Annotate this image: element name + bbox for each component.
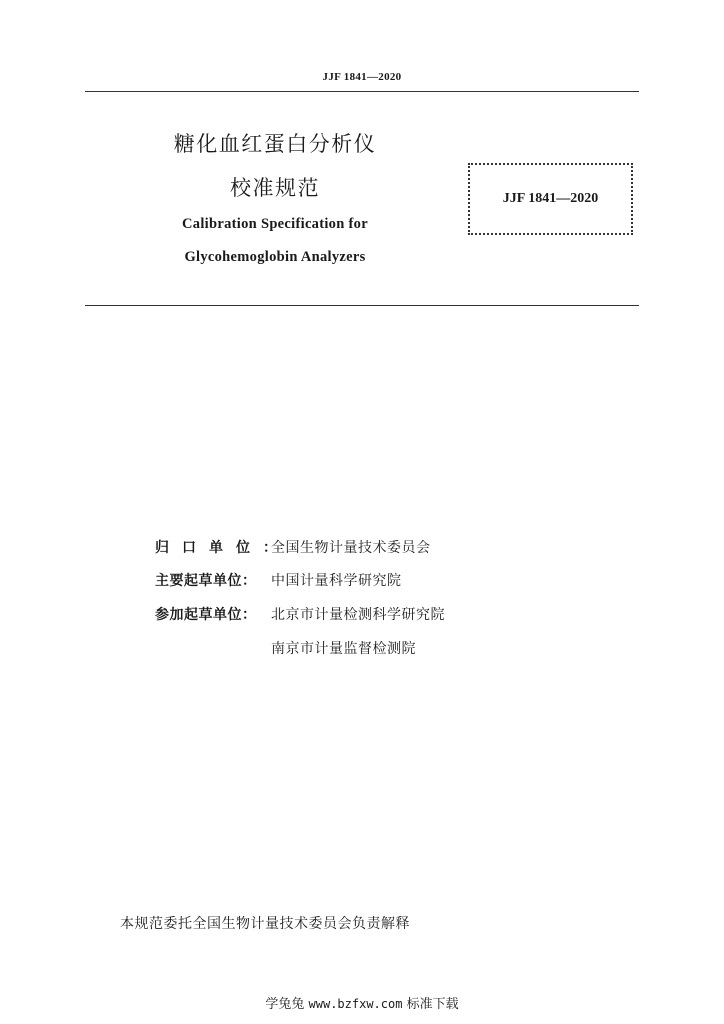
- org-row-main-drafter: [155, 570, 402, 590]
- watermark-url[interactable]: www.bzfxw.com: [308, 997, 403, 1011]
- title-en-line2: Glycohemoglobin Analyzers: [184, 249, 366, 265]
- title-rule: [85, 305, 639, 306]
- org-value-main-drafter: 中国计量科学研究院: [271, 573, 402, 589]
- header-rule: [85, 91, 639, 92]
- header-code: JJF 1841—2020: [322, 71, 402, 83]
- org-row-participating-drafter-2: [155, 638, 416, 658]
- org-label-centralized-unit: [155, 537, 290, 557]
- footnote: 本规范委托全国生物计量技术委员会负责解释: [120, 916, 410, 932]
- standard-code-box: [468, 163, 633, 235]
- org-row-participating-drafter: [155, 604, 445, 624]
- org-row-centralized-unit: [155, 537, 431, 557]
- org-value-participating-drafter-1: 北京市计量检测科学研究院: [271, 607, 445, 623]
- org-value-participating-drafter-2: 南京市计量监督检测院: [271, 641, 416, 657]
- org-label-text: 归口单位：: [155, 540, 290, 556]
- standard-code: JJF 1841—2020: [502, 191, 599, 206]
- org-label-main-drafter: 主要起草单位：: [155, 573, 257, 589]
- org-label-participating-drafter: 参加起草单位：: [155, 607, 257, 623]
- title-cn-line1: 糖化血红蛋白分析仪: [173, 132, 377, 156]
- org-value-centralized-unit: 全国生物计量技术委员会: [271, 540, 431, 556]
- watermark-prefix: 学兔兔: [265, 997, 305, 1012]
- title-en-line1: Calibration Specification for: [182, 216, 368, 232]
- watermark-suffix: 标准下载: [406, 997, 459, 1012]
- title-cn-line2: 校准规范: [230, 176, 320, 200]
- watermark: [0, 993, 724, 1012]
